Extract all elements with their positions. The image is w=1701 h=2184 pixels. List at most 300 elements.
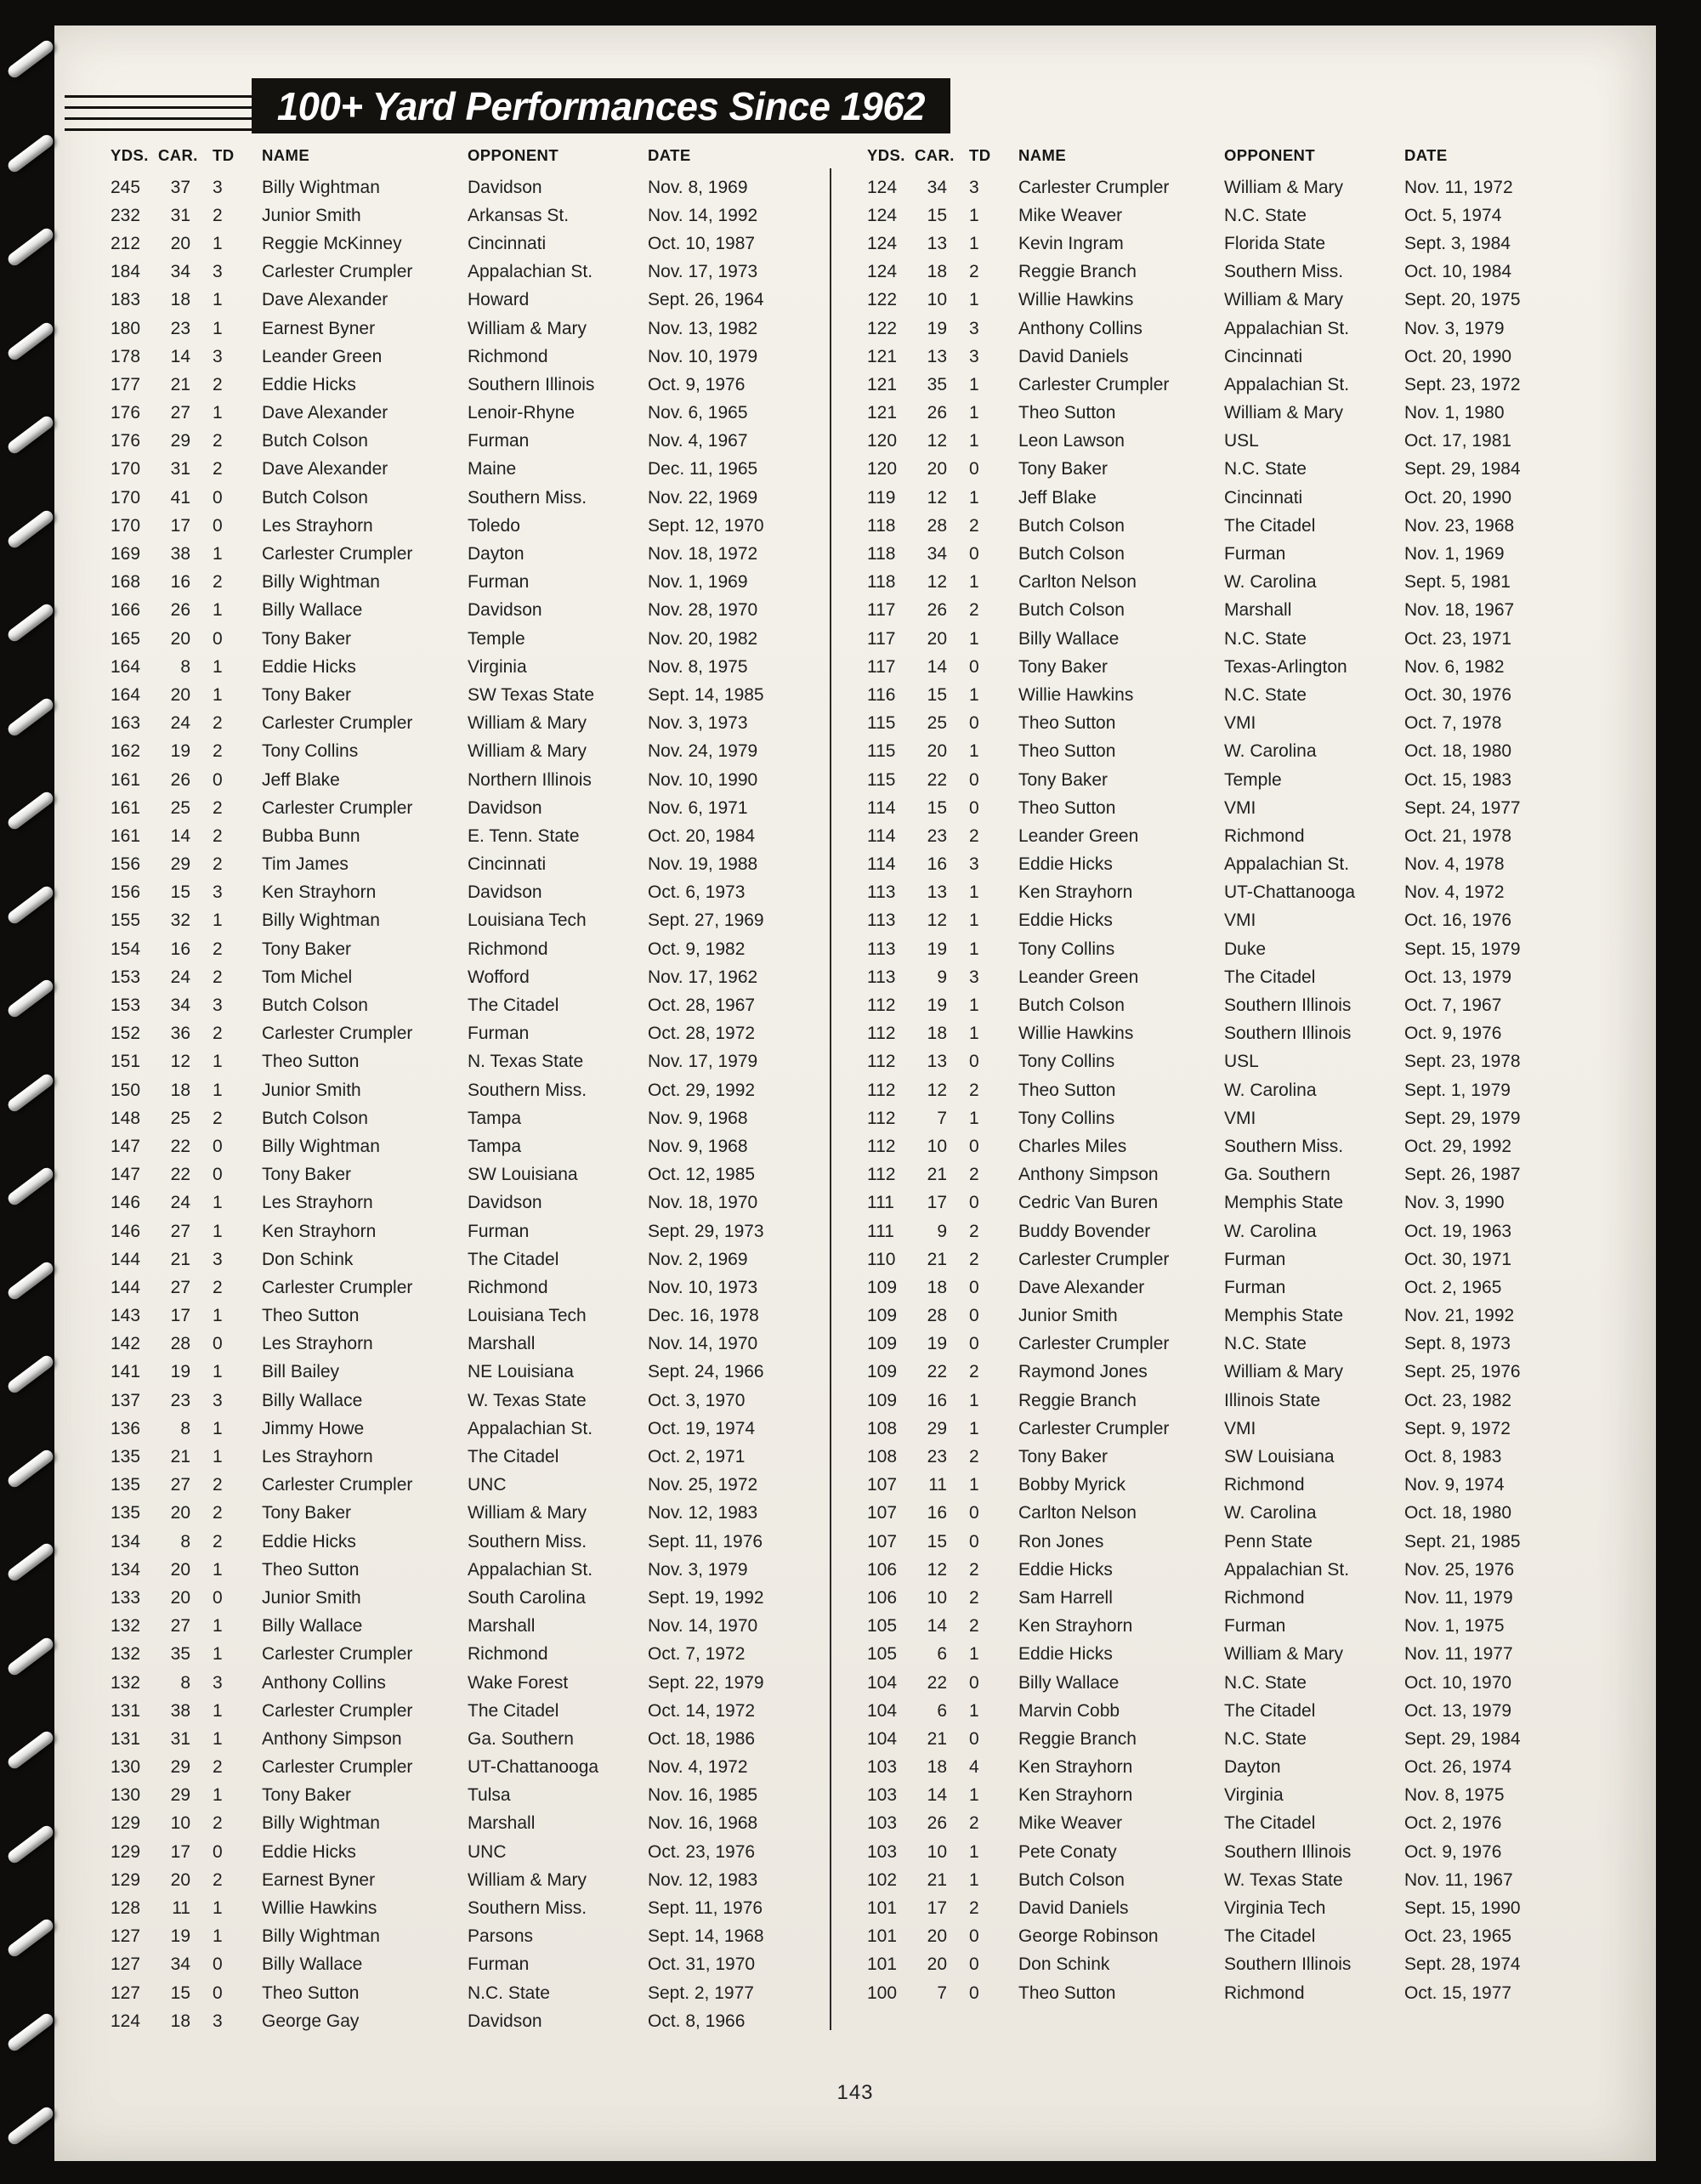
table-row — [867, 879, 1556, 907]
column-header-date: DATE — [1404, 146, 1448, 164]
cell-td: 2 — [213, 459, 223, 479]
cell-date: Oct. 26, 1974 — [1404, 1757, 1512, 1778]
cell-car: 20 — [927, 628, 947, 649]
cell-car: 10 — [170, 1813, 190, 1834]
cell-date: Oct. 2, 1971 — [648, 1447, 746, 1467]
cell-date: Oct. 7, 1978 — [1404, 713, 1502, 734]
column-header-yds: YDS. — [111, 146, 149, 164]
cell-date: Oct. 18, 1980 — [1404, 1503, 1512, 1523]
cell-car: 10 — [927, 1841, 947, 1862]
cell-td: 0 — [213, 1983, 223, 2003]
cell-name: Carlton Nelson — [1018, 1503, 1137, 1523]
cell-car: 15 — [927, 205, 947, 225]
table-row — [867, 1782, 1556, 1810]
spiral-coil — [6, 2011, 56, 2052]
spiral-coil — [6, 1259, 56, 1301]
cell-td: 0 — [213, 1334, 223, 1354]
spiral-coil — [6, 508, 56, 549]
table-row — [867, 625, 1556, 653]
cell-name: Earnest Byner — [262, 1869, 376, 1890]
cell-name: Reggie Branch — [1018, 262, 1137, 282]
table-row — [111, 1217, 799, 1245]
cell-yds: 122 — [867, 290, 898, 310]
cell-yds: 170 — [111, 487, 141, 508]
cell-date: Oct. 15, 1977 — [1404, 1983, 1512, 2003]
cell-td: 2 — [969, 262, 979, 282]
table-row — [867, 1274, 1556, 1302]
cell-yds: 141 — [111, 1362, 141, 1382]
cell-td: 2 — [213, 939, 223, 959]
cell-name: Carlester Crumpler — [262, 262, 413, 282]
cell-opponent: Southern Miss. — [1224, 262, 1344, 282]
cell-date: Oct. 30, 1976 — [1404, 684, 1512, 705]
cell-car: 19 — [170, 1926, 190, 1947]
cell-date: Oct. 13, 1979 — [1404, 967, 1512, 987]
cell-td: 0 — [213, 1954, 223, 1975]
table-row — [111, 173, 799, 201]
cell-car: 20 — [170, 1503, 190, 1523]
table-row — [111, 1387, 799, 1415]
table-row — [867, 1076, 1556, 1104]
page-number: 143 — [836, 2081, 874, 2104]
cell-car: 19 — [170, 1362, 190, 1382]
cell-name: Junior Smith — [262, 1587, 361, 1608]
cell-opponent: N.C. State — [1224, 1672, 1307, 1693]
cell-car: 14 — [170, 346, 190, 366]
cell-date: Nov. 3, 1979 — [1404, 318, 1505, 338]
table-row — [111, 230, 799, 258]
cell-name: Reggie Branch — [1018, 1390, 1137, 1410]
cell-date: Sept. 20, 1975 — [1404, 290, 1521, 310]
cell-td: 0 — [213, 1841, 223, 1862]
cell-yds: 124 — [867, 233, 898, 253]
cell-date: Nov. 24, 1979 — [648, 741, 758, 762]
cell-opponent: N.C. State — [1224, 1334, 1307, 1354]
cell-yds: 112 — [867, 1165, 896, 1185]
cell-name: Butch Colson — [262, 431, 368, 451]
cell-date: Oct. 21, 1978 — [1404, 825, 1512, 846]
cell-yds: 128 — [111, 1898, 141, 1919]
cell-opponent: Cincinnati — [468, 854, 547, 875]
cell-opponent: Southern Miss. — [468, 487, 587, 508]
cell-td: 2 — [213, 1277, 223, 1297]
table-row — [111, 371, 799, 399]
cell-car: 10 — [927, 1136, 947, 1156]
cell-car: 28 — [927, 515, 947, 536]
cell-car: 12 — [170, 1052, 190, 1072]
cell-yds: 164 — [111, 656, 141, 677]
cell-date: Nov. 14, 1992 — [648, 205, 758, 225]
cell-name: Billy Wightman — [262, 572, 380, 593]
table-row — [867, 1923, 1556, 1951]
cell-yds: 103 — [867, 1813, 898, 1834]
table-row — [111, 1528, 799, 1556]
cell-td: 0 — [969, 1503, 979, 1523]
cell-date: Sept. 29, 1979 — [1404, 1108, 1521, 1128]
cell-opponent: SW Louisiana — [468, 1165, 578, 1185]
cell-name: Raymond Jones — [1018, 1362, 1148, 1382]
cell-opponent: Appalachian St. — [1224, 1559, 1350, 1580]
cell-td: 2 — [213, 431, 223, 451]
cell-date: Nov. 23, 1968 — [1404, 515, 1515, 536]
cell-date: Oct. 20, 1984 — [648, 825, 756, 846]
cell-date: Oct. 20, 1990 — [1404, 346, 1512, 366]
cell-opponent: Lenoir-Rhyne — [468, 403, 576, 423]
cell-date: Sept. 26, 1964 — [648, 290, 764, 310]
cell-car: 23 — [927, 1447, 947, 1467]
cell-opponent: Tampa — [468, 1108, 522, 1128]
cell-opponent: Dayton — [468, 544, 524, 564]
cell-car: 25 — [927, 713, 947, 734]
cell-car: 17 — [170, 515, 190, 536]
table-row — [867, 597, 1556, 625]
cell-opponent: VMI — [1224, 713, 1256, 734]
cell-opponent: Tulsa — [468, 1785, 511, 1806]
cell-yds: 154 — [111, 939, 141, 959]
cell-td: 2 — [969, 1249, 979, 1269]
cell-car: 29 — [170, 431, 190, 451]
table-row — [111, 1754, 799, 1782]
cell-td: 1 — [213, 233, 223, 253]
cell-car: 24 — [170, 713, 190, 734]
cell-car: 17 — [927, 1898, 947, 1919]
cell-td: 2 — [969, 515, 979, 536]
cell-car: 24 — [170, 1193, 190, 1213]
cell-opponent: Virginia — [468, 656, 527, 677]
cell-opponent: Furman — [468, 1024, 530, 1044]
table-row — [111, 1161, 799, 1189]
cell-td: 3 — [213, 1249, 223, 1269]
cell-td: 3 — [213, 1672, 223, 1693]
cell-opponent: Virginia Tech — [1224, 1898, 1326, 1919]
cell-opponent: Furman — [1224, 1277, 1286, 1297]
cell-yds: 101 — [867, 1926, 898, 1947]
cell-date: Sept. 22, 1979 — [648, 1672, 764, 1693]
cell-name: Tim James — [262, 854, 349, 875]
cell-yds: 118 — [867, 544, 896, 564]
cell-date: Nov. 1, 1969 — [648, 572, 748, 593]
cell-yds: 120 — [867, 431, 898, 451]
cell-date: Oct. 2, 1976 — [1404, 1813, 1502, 1834]
cell-car: 12 — [927, 910, 947, 931]
cell-yds: 115 — [867, 769, 896, 790]
table-row — [867, 1415, 1556, 1443]
cell-car: 15 — [927, 797, 947, 818]
cell-car: 20 — [170, 1559, 190, 1580]
cell-opponent: William & Mary — [1224, 403, 1343, 423]
cell-yds: 144 — [111, 1277, 141, 1297]
cell-name: Cedric Van Buren — [1018, 1193, 1159, 1213]
cell-name: Billy Wightman — [262, 1136, 380, 1156]
table-row — [111, 1472, 799, 1500]
cell-opponent: Howard — [468, 290, 530, 310]
table-row — [111, 201, 799, 230]
cell-yds: 176 — [111, 431, 141, 451]
cell-name: Les Strayhorn — [262, 515, 373, 536]
cell-date: Nov. 28, 1970 — [648, 600, 758, 621]
cell-name: Carlester Crumpler — [262, 1024, 413, 1044]
table-row — [111, 1810, 799, 1838]
cell-yds: 148 — [111, 1108, 141, 1128]
spiral-binding — [0, 0, 73, 2184]
cell-name: Carlester Crumpler — [1018, 1249, 1170, 1269]
cell-td: 2 — [969, 825, 979, 846]
cell-opponent: Ga. Southern — [468, 1728, 574, 1749]
cell-date: Oct. 30, 1971 — [1404, 1249, 1512, 1269]
cell-yds: 127 — [111, 1983, 141, 2003]
cell-name: Eddie Hicks — [262, 656, 356, 677]
cell-date: Nov. 11, 1972 — [1404, 177, 1513, 197]
cell-date: Sept. 24, 1977 — [1404, 797, 1521, 818]
table-row — [867, 343, 1556, 371]
table-row — [111, 286, 799, 315]
cell-yds: 164 — [111, 684, 141, 705]
cell-car: 21 — [927, 1249, 947, 1269]
spiral-coil — [6, 978, 56, 1019]
spiral-coil — [6, 226, 56, 268]
cell-td: 3 — [213, 882, 223, 903]
cell-td: 3 — [213, 177, 223, 197]
cell-yds: 114 — [867, 854, 896, 875]
cell-td: 1 — [213, 1898, 223, 1919]
cell-date: Oct. 9, 1976 — [1404, 1841, 1502, 1862]
cell-date: Nov. 16, 1968 — [648, 1813, 758, 1834]
cell-date: Oct. 8, 1983 — [1404, 1447, 1502, 1467]
cell-date: Nov. 8, 1975 — [648, 656, 748, 677]
cell-opponent: Cincinnati — [1224, 346, 1303, 366]
cell-opponent: USL — [1224, 1052, 1259, 1072]
table-row — [867, 1359, 1556, 1387]
cell-opponent: Richmond — [468, 939, 548, 959]
cell-td: 2 — [213, 967, 223, 987]
cell-td: 4 — [969, 1757, 979, 1778]
cell-td: 1 — [213, 684, 223, 705]
cell-td: 2 — [213, 1024, 223, 1044]
table-row — [867, 258, 1556, 286]
cell-yds: 131 — [111, 1728, 141, 1749]
cell-opponent: Temple — [1224, 769, 1282, 790]
cell-car: 18 — [927, 1024, 947, 1044]
table-row — [111, 625, 799, 653]
cell-car: 29 — [170, 1757, 190, 1778]
cell-yds: 152 — [111, 1024, 141, 1044]
cell-yds: 111 — [867, 1193, 894, 1213]
cell-td: 1 — [969, 1700, 979, 1721]
cell-opponent: The Citadel — [1224, 515, 1316, 536]
table-row — [867, 1810, 1556, 1838]
cell-yds: 109 — [867, 1362, 898, 1382]
cell-name: Tony Baker — [262, 1785, 352, 1806]
cell-date: Sept. 15, 1990 — [1404, 1898, 1521, 1919]
column-header-date: DATE — [648, 146, 691, 164]
cell-name: Carlester Crumpler — [262, 1644, 413, 1665]
table-row — [867, 935, 1556, 963]
table-row — [867, 822, 1556, 850]
cell-opponent: Illinois State — [1224, 1390, 1321, 1410]
table-row — [111, 1104, 799, 1132]
cell-car: 23 — [170, 1390, 190, 1410]
cell-yds: 161 — [111, 825, 141, 846]
cell-td: 0 — [969, 797, 979, 818]
table-row — [867, 428, 1556, 456]
cell-car: 13 — [927, 882, 947, 903]
table-body — [111, 173, 799, 2035]
cell-td: 1 — [969, 572, 979, 593]
cell-yds: 156 — [111, 882, 141, 903]
cell-td: 0 — [213, 628, 223, 649]
cell-td: 1 — [213, 1447, 223, 1467]
cell-car: 18 — [927, 1757, 947, 1778]
cell-car: 16 — [927, 854, 947, 875]
cell-car: 25 — [170, 797, 190, 818]
cell-name: Butch Colson — [1018, 515, 1125, 536]
table-row — [111, 1500, 799, 1528]
cell-td: 1 — [213, 1616, 223, 1637]
cell-name: Don Schink — [1018, 1954, 1110, 1975]
cell-date: Nov. 2, 1969 — [648, 1249, 748, 1269]
cell-name: George Gay — [262, 2011, 360, 2031]
cell-car: 13 — [927, 346, 947, 366]
cell-td: 2 — [213, 1503, 223, 1523]
cell-name: Billy Wallace — [1018, 1672, 1120, 1693]
cell-td: 0 — [969, 1728, 979, 1749]
table-row — [111, 343, 799, 371]
cell-car: 20 — [170, 628, 190, 649]
cell-car: 8 — [180, 1531, 190, 1551]
cell-opponent: Tampa — [468, 1136, 522, 1156]
cell-td: 3 — [969, 346, 979, 366]
cell-car: 34 — [927, 544, 947, 564]
cell-td: 3 — [969, 967, 979, 987]
cell-car: 8 — [180, 1418, 190, 1438]
cell-name: Eddie Hicks — [1018, 1644, 1113, 1665]
cell-td: 2 — [213, 713, 223, 734]
cell-yds: 170 — [111, 459, 141, 479]
cell-date: Oct. 10, 1984 — [1404, 262, 1512, 282]
table-row — [111, 1866, 799, 1894]
cell-date: Nov. 12, 1983 — [648, 1869, 758, 1890]
cell-date: Nov. 11, 1979 — [1404, 1587, 1513, 1608]
table-row — [867, 371, 1556, 399]
cell-car: 41 — [170, 487, 190, 508]
table-row — [111, 1556, 799, 1584]
cell-yds: 113 — [867, 939, 896, 959]
cell-opponent: Memphis State — [1224, 1193, 1344, 1213]
table-row — [867, 173, 1556, 201]
table-row — [867, 1556, 1556, 1584]
cell-name: Marvin Cobb — [1018, 1700, 1120, 1721]
cell-car: 21 — [927, 1165, 947, 1185]
cell-yds: 117 — [867, 600, 896, 621]
table-row — [111, 1302, 799, 1330]
cell-opponent: Appalachian St. — [1224, 318, 1350, 338]
cell-yds: 110 — [867, 1249, 896, 1269]
cell-yds: 156 — [111, 854, 141, 875]
cell-opponent: Appalachian St. — [468, 262, 593, 282]
cell-date: Sept. 19, 1992 — [648, 1587, 764, 1608]
cell-td: 0 — [969, 1277, 979, 1297]
table-row — [111, 963, 799, 991]
cell-td: 0 — [969, 1954, 979, 1975]
cell-yds: 212 — [111, 233, 141, 253]
cell-car: 14 — [927, 1616, 947, 1637]
spiral-coil — [6, 1541, 56, 1583]
cell-td: 3 — [969, 177, 979, 197]
cell-car: 20 — [170, 684, 190, 705]
cell-yds: 135 — [111, 1503, 141, 1523]
cell-date: Oct. 29, 1992 — [648, 1080, 756, 1100]
page-title: 100+ Yard Performances Since 1962 — [276, 83, 926, 128]
table-row — [867, 1104, 1556, 1132]
cell-opponent: Duke — [1224, 939, 1267, 959]
cell-td: 0 — [969, 1334, 979, 1354]
cell-name: Carlester Crumpler — [1018, 374, 1170, 394]
cell-opponent: Toledo — [468, 515, 520, 536]
cell-car: 38 — [170, 1700, 190, 1721]
cell-date: Sept. 3, 1984 — [1404, 233, 1511, 253]
table-row — [867, 1302, 1556, 1330]
cell-yds: 132 — [111, 1672, 141, 1693]
cell-yds: 103 — [867, 1757, 898, 1778]
cell-yds: 131 — [111, 1700, 141, 1721]
cell-opponent: The Citadel — [468, 1249, 559, 1269]
cell-name: Sam Harrell — [1018, 1587, 1113, 1608]
cell-car: 16 — [170, 572, 190, 593]
table-body — [867, 173, 1556, 2007]
cell-yds: 142 — [111, 1334, 141, 1354]
cell-opponent: Marshall — [468, 1616, 536, 1637]
cell-date: Nov. 10, 1979 — [648, 346, 758, 366]
cell-td: 3 — [969, 854, 979, 875]
cell-opponent: N.C. State — [1224, 684, 1307, 705]
cell-yds: 104 — [867, 1672, 898, 1693]
cell-car: 11 — [928, 1475, 947, 1495]
table-row — [111, 822, 799, 850]
cell-car: 19 — [927, 939, 947, 959]
cell-date: Nov. 17, 1962 — [648, 967, 758, 987]
cell-name: Ken Strayhorn — [1018, 1785, 1133, 1806]
cell-name: Ken Strayhorn — [1018, 1757, 1133, 1778]
cell-td: 0 — [969, 713, 979, 734]
cell-date: Oct. 9, 1976 — [1404, 1024, 1502, 1044]
cell-yds: 120 — [867, 459, 898, 479]
cell-date: Oct. 18, 1980 — [1404, 741, 1512, 762]
cell-opponent: William & Mary — [1224, 1644, 1343, 1665]
cell-car: 15 — [170, 1983, 190, 2003]
cell-opponent: Davidson — [468, 1193, 542, 1213]
cell-td: 1 — [969, 741, 979, 762]
cell-car: 18 — [170, 1080, 190, 1100]
cell-name: Leander Green — [262, 346, 383, 366]
cell-td: 2 — [969, 1587, 979, 1608]
cell-car: 19 — [927, 996, 947, 1016]
table-row — [867, 286, 1556, 315]
spiral-coil — [6, 1917, 56, 1959]
cell-td: 1 — [969, 205, 979, 225]
cell-yds: 135 — [111, 1475, 141, 1495]
cell-date: Dec. 16, 1978 — [648, 1306, 759, 1326]
cell-name: Billy Wallace — [1018, 628, 1120, 649]
cell-td: 1 — [969, 374, 979, 394]
cell-date: Oct. 12, 1985 — [648, 1165, 756, 1185]
cell-car: 15 — [927, 1531, 947, 1551]
cell-yds: 165 — [111, 628, 141, 649]
column-divider-line — [830, 168, 831, 2030]
cell-yds: 112 — [867, 1024, 896, 1044]
cell-date: Nov. 4, 1972 — [648, 1757, 748, 1778]
table-row — [867, 681, 1556, 709]
cell-td: 0 — [969, 1052, 979, 1072]
